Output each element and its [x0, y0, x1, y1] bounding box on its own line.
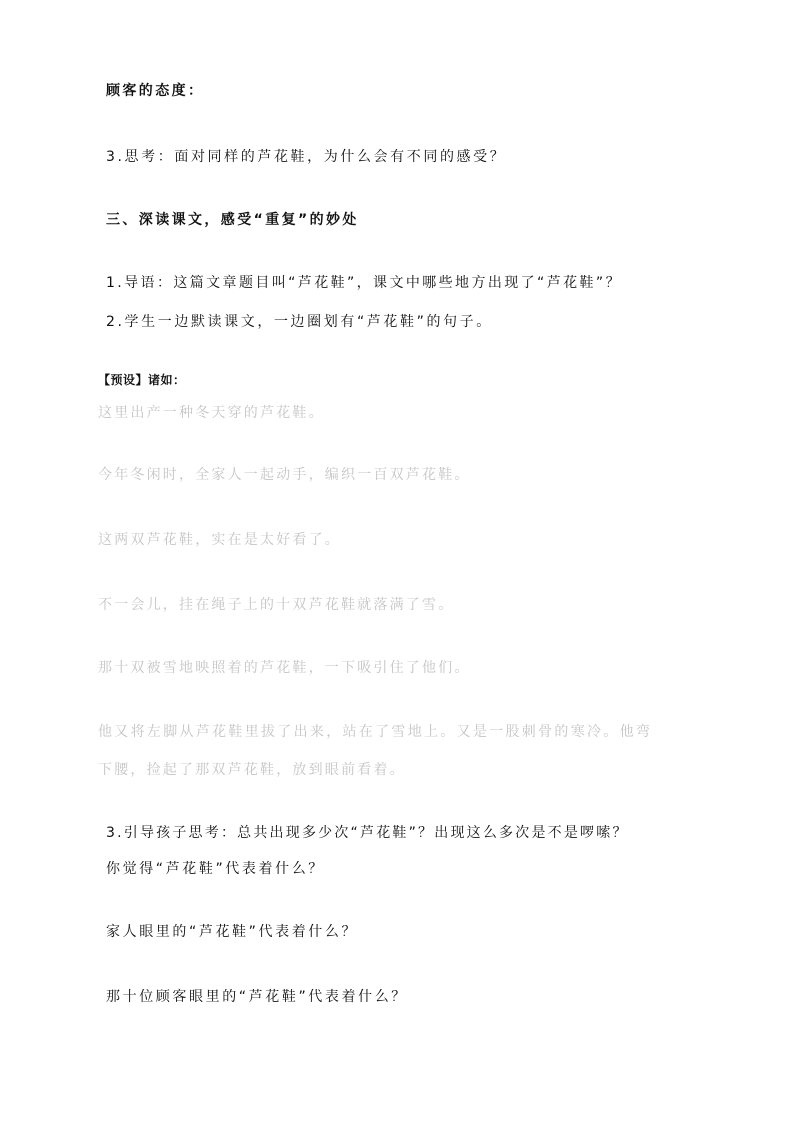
example-sentence-1: 这里出产一种冬天穿的芦花鞋。	[98, 405, 325, 421]
section-3-title: 三、深读课文，感受“重复”的妙处	[106, 212, 359, 228]
example-sentence-4: 不一会儿，挂在绳子上的十双芦花鞋就落满了雪。	[98, 597, 455, 613]
example-sentence-2: 今年冬闲时，全家人一起动手，编织一百双芦花鞋。	[98, 467, 471, 483]
step-2-read: 2.学生一边默读课文，一边圈划有“芦花鞋”的句子。	[106, 314, 493, 330]
example-sentence-5: 那十双被雪地映照着的芦花鞋，一下吸引住了他们。	[98, 660, 471, 676]
question-customers: 那十位顾客眼里的“芦花鞋”代表着什么？	[106, 989, 408, 1005]
question-family: 家人眼里的“芦花鞋”代表着什么？	[106, 924, 359, 940]
question-you: 你觉得“芦花鞋”代表着什么？	[106, 861, 325, 877]
preset-label: 【预设】诸如：	[98, 373, 186, 387]
example-sentence-6: 他又将左脚从芦花鞋里拔了出来，站在了雪地上。又是一股刺骨的寒冷。他弯	[98, 724, 653, 740]
heading-customer-attitude: 顾客的态度：	[106, 83, 205, 99]
example-sentence-6-continued: 下腰，捡起了那双芦花鞋，放到眼前看着。	[98, 762, 406, 778]
example-sentence-3: 这两双芦花鞋，实在是太好看了。	[98, 532, 341, 548]
step-3-guide: 3.引导孩子思考：总共出现多少次“芦花鞋”？出现这么多次是不是啰嗦？	[106, 825, 629, 841]
question-3-think: 3.思考：面对同样的芦花鞋，为什么会有不同的感受？	[106, 149, 507, 165]
step-1-intro: 1.导语：这篇文章题目叫“芦花鞋”，课文中哪些地方出现了“芦花鞋”？	[106, 275, 622, 291]
